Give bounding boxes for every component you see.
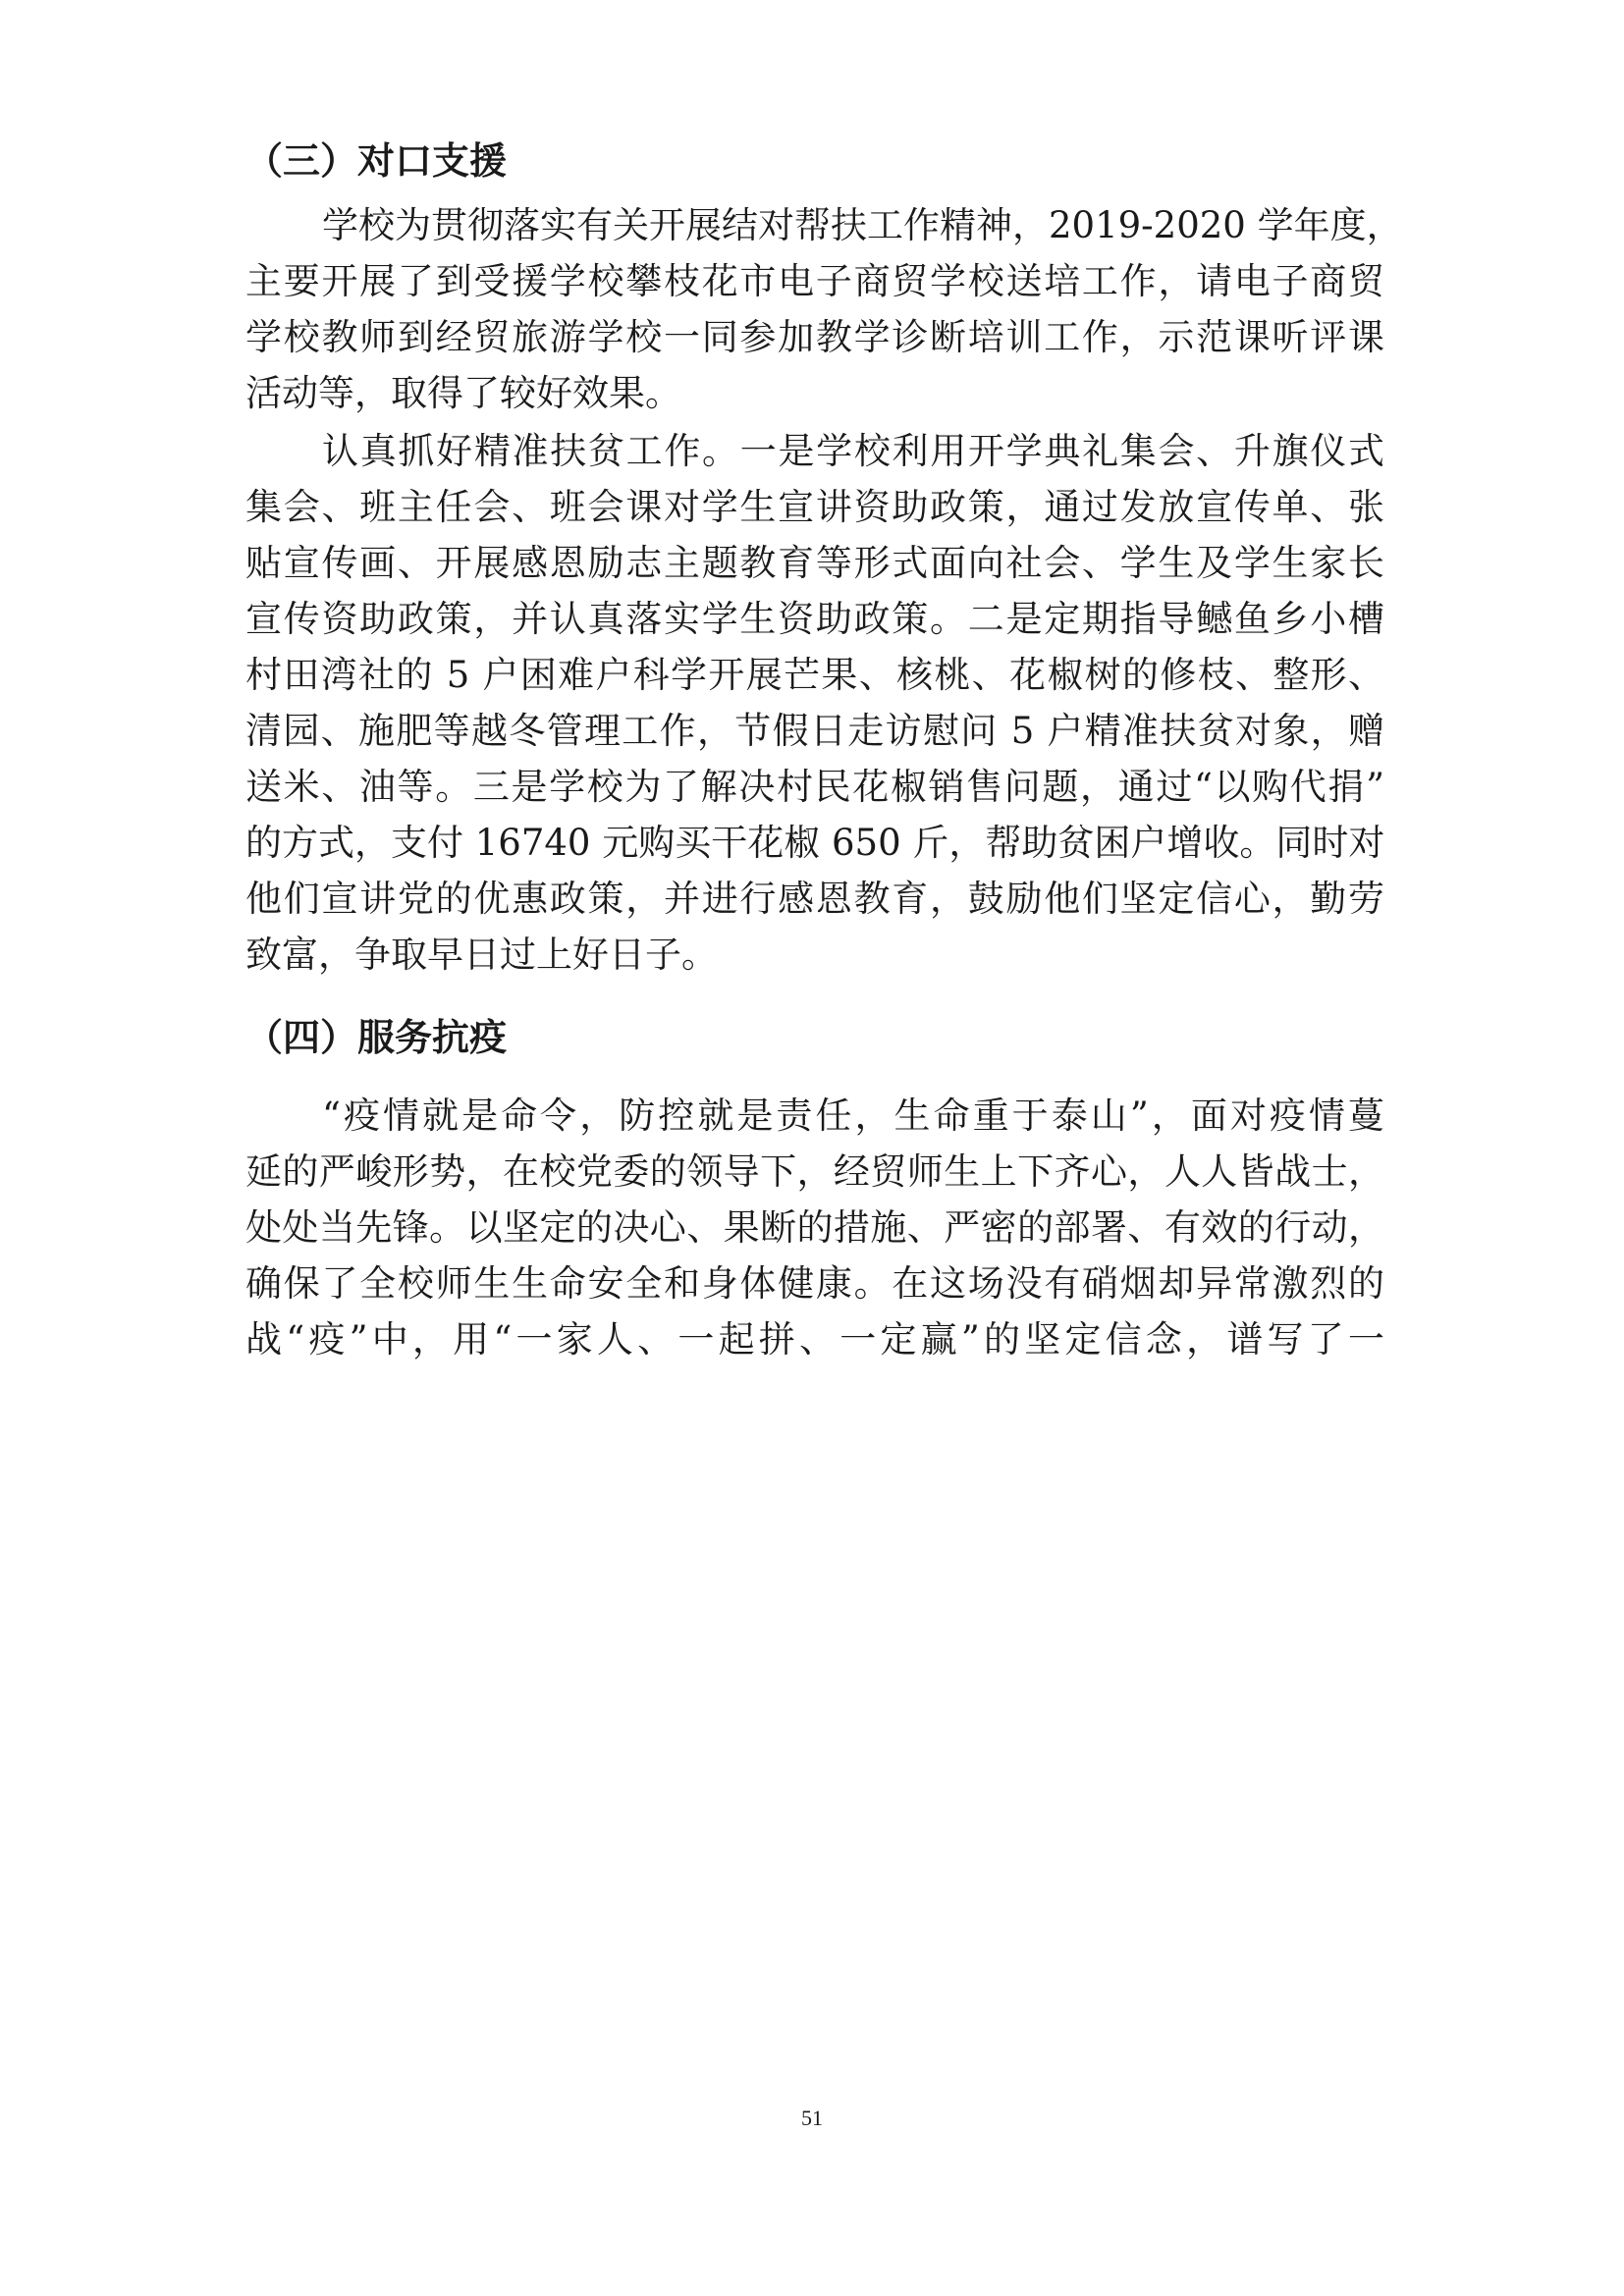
section-heading-epidemic: （四）服务抗疫 — [245, 1016, 508, 1059]
paragraph-line: 处处当先锋。以坚定的决心、果断的措施、严密的部署、有效的行动， — [245, 1206, 1384, 1249]
paragraph-line: 延的严峻形势，在校党委的领导下，经贸师生上下齐心，人人皆战士， — [245, 1150, 1384, 1193]
paragraph-line: 的方式，支付 16740 元购买干花椒 650 斤，帮助贫困户增收。同时对 — [245, 822, 1385, 864]
paragraph-line: 确保了全校师生生命安全和身体健康。在这场没有硝烟却异常激烈的 — [245, 1262, 1384, 1305]
paragraph-line: 认真抓好精准扶贫工作。一是学校利用开学典礼集会、升旗仪式 — [322, 430, 1384, 472]
paragraph-line: 致富，争取早日过上好日子。 — [245, 934, 718, 976]
paragraph-line: 活动等，取得了较好效果。 — [245, 372, 681, 414]
paragraph-line: 集会、班主任会、班会课对学生宣讲资助政策，通过发放宣传单、张 — [245, 486, 1384, 528]
paragraph-line: 村田湾社的 5 户困难户科学开展芒果、核桃、花椒树的修枝、整形、 — [245, 654, 1384, 696]
paragraph-line: 学校教师到经贸旅游学校一同参加教学诊断培训工作，示范课听评课 — [245, 316, 1384, 358]
paragraph-line: 送米、油等。三是学校为了解决村民花椒销售问题，通过“以购代捐” — [245, 766, 1384, 808]
paragraph-line: 学校为贯彻落实有关开展结对帮扶工作精神，2019-2020 学年度， — [322, 204, 1403, 246]
paragraph-line: 贴宣传画、开展感恩励志主题教育等形式面向社会、学生及学生家长 — [245, 542, 1384, 584]
paragraph-line: 清园、施肥等越冬管理工作，节假日走访慰问 5 户精准扶贫对象，赠 — [245, 710, 1384, 752]
paragraph-line: 主要开展了到受援学校攀枝花市电子商贸学校送培工作，请电子商贸 — [245, 260, 1384, 302]
paragraph-line: 战“疫”中，用“一家人、一起拼、一定赢”的坚定信念，谱写了一 — [245, 1318, 1384, 1361]
page-number: 51 — [801, 2106, 823, 2130]
paragraph-line: 宣传资助政策，并认真落实学生资助政策。二是定期指导鳡鱼乡小槽 — [245, 598, 1384, 640]
paragraph-line: 他们宣讲党的优惠政策，并进行感恩教育，鼓励他们坚定信心，勤劳 — [245, 878, 1384, 920]
section-heading-support: （三）对口支援 — [245, 139, 508, 183]
paragraph-line: “疫情就是命令，防控就是责任，生命重于泰山”，面对疫情蔓 — [322, 1095, 1384, 1137]
